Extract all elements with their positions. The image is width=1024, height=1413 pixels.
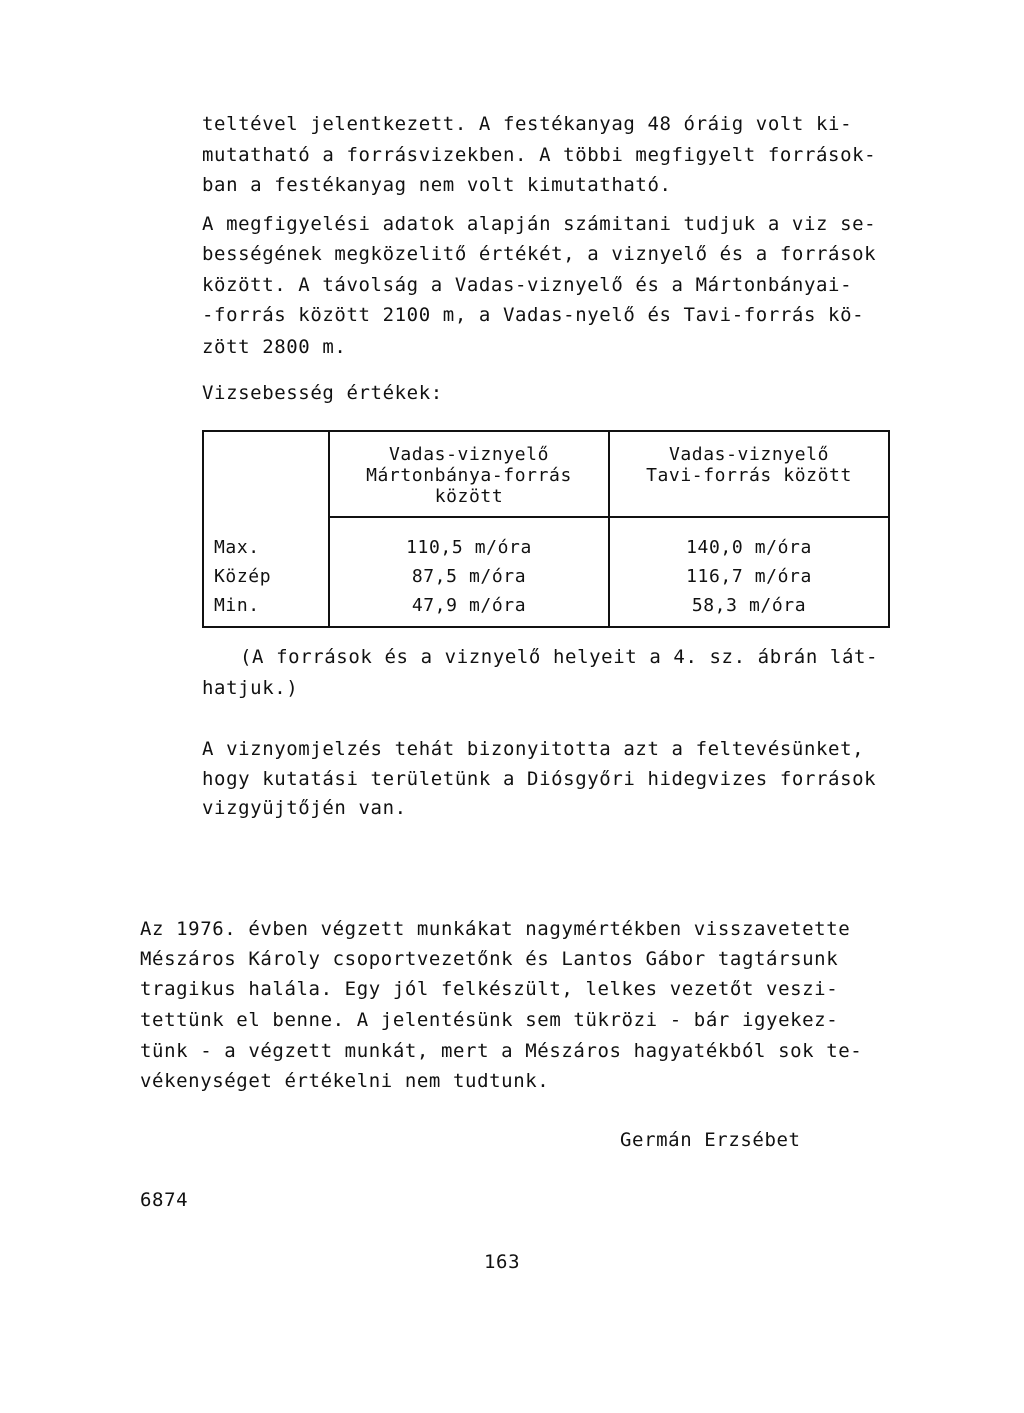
body-line: A viznyomjelzés tehát bizonyitotta azt a feltevésünket, — [202, 738, 865, 760]
body-line: tettünk el benne. A jelentésünk sem tükrözi - bár igyekez- — [140, 1009, 839, 1031]
row-value: 110,5 m/óra — [406, 537, 532, 558]
signature: Germán Erzsébet — [620, 1129, 801, 1151]
body-line: vékenységet értékelni nem tudtunk. — [140, 1070, 550, 1092]
row-label: Min. — [214, 595, 260, 616]
table-left-border — [202, 430, 204, 628]
page-number: 163 — [484, 1251, 521, 1273]
table-title: Vizsebesség értékek: — [202, 382, 443, 404]
col1-header-line: Vadas-viznyelő — [388, 444, 550, 465]
body-line: tragikus halála. Egy jól felkészült, lelkes vezetőt veszi- — [140, 978, 839, 1000]
col1-header-line: Mártonbánya-forrás — [366, 465, 572, 486]
row-value: 140,0 m/óra — [686, 537, 812, 558]
table-bottom-rule — [202, 626, 890, 628]
col2-header-line: Vadas-viznyelő — [668, 444, 830, 465]
body-line: vizgyüjtőjén van. — [202, 797, 407, 819]
table-right-border — [888, 430, 890, 628]
body-line: ban a festékanyag nem volt kimutatható. — [202, 174, 672, 196]
body-line: hogy kutatási területünk a Diósgyőri hidegvizes források — [202, 768, 877, 790]
body-line: között. A távolság a Vadas-viznyelő és a Mártonbányai- — [202, 274, 853, 296]
row-label: Max. — [214, 537, 260, 558]
row-label: Közép — [214, 566, 272, 587]
document-number: 6874 — [140, 1189, 189, 1211]
body-line: zött 2800 m. — [202, 336, 347, 358]
col1-header-line: között — [434, 486, 504, 507]
body-line: teltével jelentkezett. A festékanyag 48 óráig volt ki- — [202, 113, 853, 135]
table-top-rule — [202, 430, 890, 432]
body-line: bességének megközelitő értékét, a viznyelő és a források — [202, 243, 877, 265]
row-value: 116,7 m/óra — [686, 566, 812, 587]
body-line: Az 1976. évben végzett munkákat nagymértékben visszavetette — [140, 918, 851, 940]
row-value: 47,9 m/óra — [411, 595, 527, 616]
row-value: 58,3 m/óra — [691, 595, 807, 616]
body-line: A megfigyelési adatok alapján számitani tudjuk a viz se- — [202, 213, 877, 235]
body-line: -forrás között 2100 m, a Vadas-nyelő és Tavi-forrás kö- — [202, 304, 865, 326]
body-line: tünk - a végzett munkát, mert a Mészáros hagyatékból sok te- — [140, 1040, 863, 1062]
col2-header-line: Tavi-forrás között — [646, 465, 852, 486]
note-line: hatjuk.) — [202, 677, 299, 699]
note-line: (A források és a viznyelő helyeit a 4. sz. ábrán lát- — [240, 646, 879, 668]
body-line: mutatható a forrásvizekben. A többi megfigyelt források- — [202, 144, 877, 166]
body-line: Mészáros Károly csoportvezetőnk és Lantos Gábor tagtársunk — [140, 948, 839, 970]
row-value: 87,5 m/óra — [411, 566, 527, 587]
